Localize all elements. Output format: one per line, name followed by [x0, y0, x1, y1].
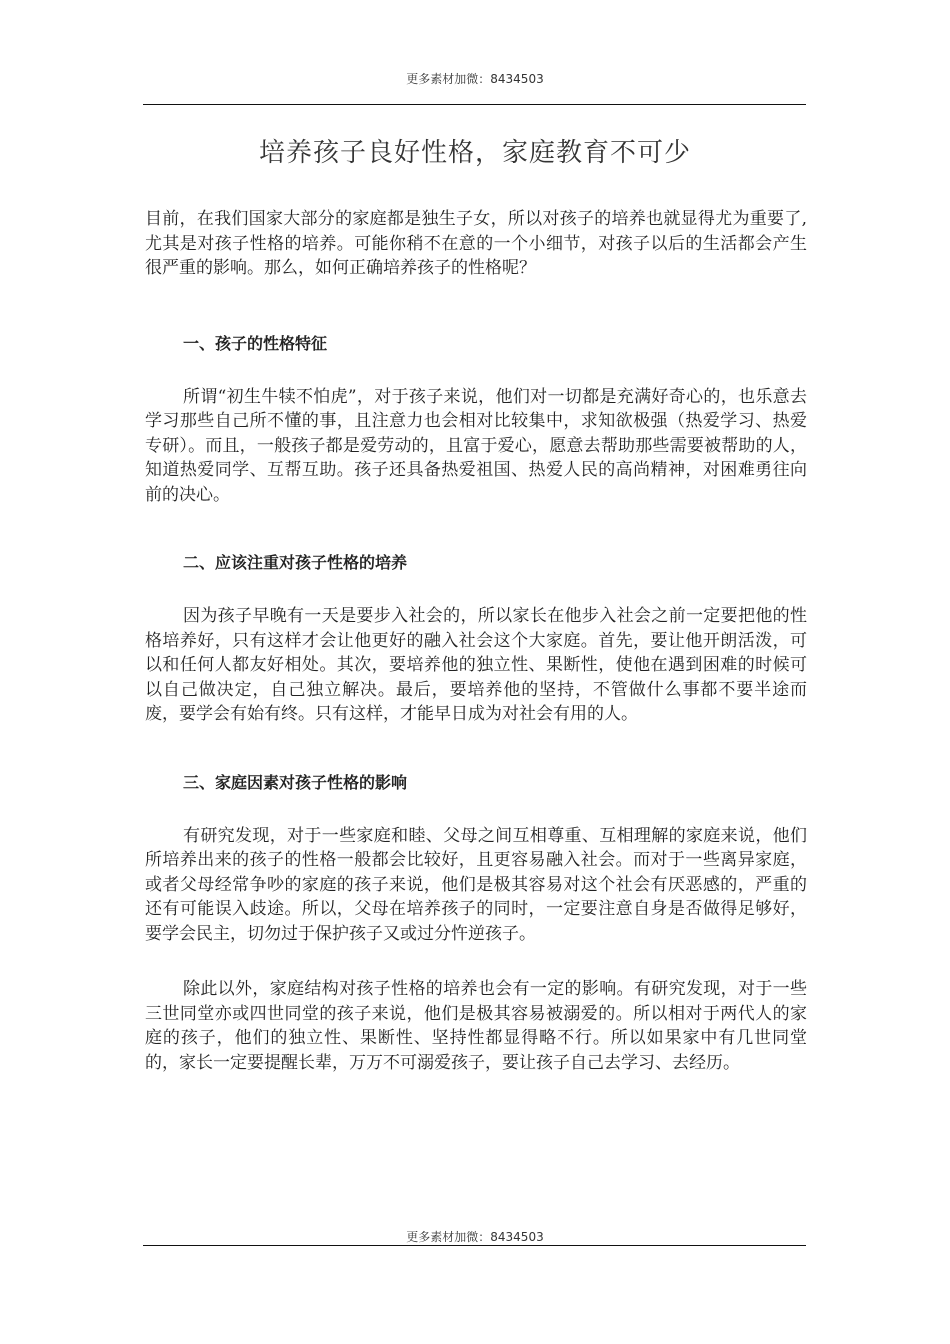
header-divider [143, 104, 806, 105]
page-title: 培养孩子良好性格，家庭教育不可少 [258, 138, 691, 168]
section-heading-1: 一、孩子的性格特征 [183, 333, 328, 353]
footer-note: 更多素材加微：8434503 [406, 1230, 544, 1244]
section-heading-3: 三、家庭因素对孩子性格的影响 [183, 772, 408, 792]
footer-divider [143, 1245, 806, 1246]
intro-paragraph: 目前，在我们国家大部分的家庭都是独生子女，所以对孩子的培养也就显得尤为重要了,尤其是对孩子性格的培养。可能你稍不在意的一个小细节，对孩子以后的生活都会产生很严重的影响。那么，如何正确培养孩子的性格呢？ [145, 209, 807, 278]
section-3-paragraph-2: 除此以外，家庭结构对孩子性格的培养也会有一定的影响。有研究发现，对于一些三世同堂亦或四世同堂的孩子来说，他们是极其容易被溺爱的。所以相对于两代人的家庭的孩子，他们的独立性、果断性、坚持性都显得略不行。所以如果家中有几世同堂的，家长一定要提醒长辈，万万不可溺爱孩子，要让孩子自己去学习、去经历。 [145, 979, 807, 1073]
section-3-paragraph-1: 有研究发现，对于一些家庭和睦、父母之间互相尊重、互相理解的家庭来说，他们所培养出来的孩子的性格一般都会比较好，且更容易融入社会。而对于一些离异家庭，或者父母经常争吵的家庭的孩子来说，他们是极其容易对这个社会有厌恶感的，严重的还有可能误入歧途。所以，父母在培养孩子的同时，一定要注意自身是否做得足够好，要学会民主，切勿过于保护孩子又或过分忤逆孩子。 [145, 825, 807, 944]
header-note: 更多素材加微：8434503 [406, 72, 544, 86]
article-body [145, 207, 807, 1075]
section-2-paragraph: 因为孩子早晚有一天是要步入社会的，所以家长在他步入社会之前一定要把他的性格培养好，只有这样才会让他更好的融入社会这个大家庭。首先，要让他开朗活泼，可以和任何人都友好相处。其次，要培养他的独立性、果断性，使他在遇到困难的时候可以自己做决定，自己独立解决。最后，要培养他的坚持，不管做什么事都不要半途而废，要学会有始有终。只有这样，才能早日成为对社会有用的人。 [145, 606, 807, 724]
section-1-paragraph: 所谓“初生牛犊不怕虎”，对于孩子来说，他们对一切都是充满好奇心的，也乐意去学习那些自己所不懂的事，且注意力也会相对比较集中，求知欲极强（热爱学习、热爱专研）。而且，一般孩子都是爱劳动的，且富于爱心，愿意去帮助那些需要被帮助的人，知道热爱同学、互帮互助。孩子还具备热爱祖国、热爱人民的高尚精神，对困难勇往向前的决心。 [145, 386, 807, 505]
section-heading-2: 二、应该注重对孩子性格的培养 [183, 553, 408, 572]
